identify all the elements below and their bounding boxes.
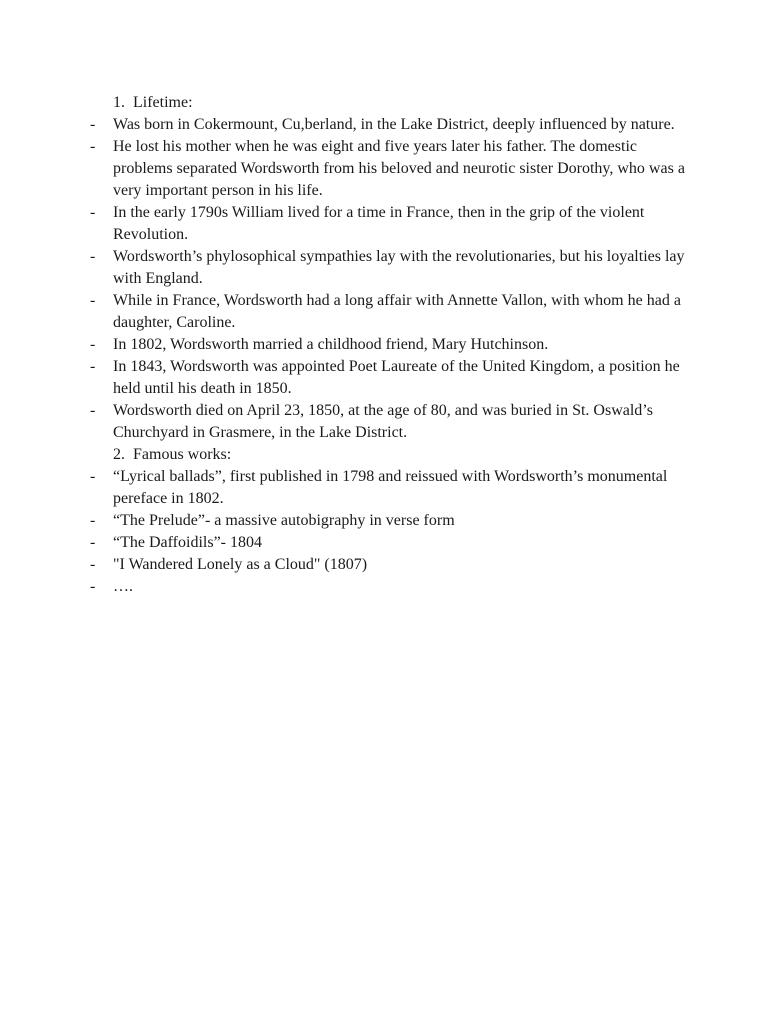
section-heading-famous-works	[88, 444, 688, 466]
bullet-dash: -	[90, 468, 96, 485]
section-heading-lifetime	[88, 92, 688, 114]
list-item-text: ….	[113, 578, 133, 595]
bullet-dash: -	[90, 204, 96, 221]
list-item	[88, 554, 688, 576]
bullet-dash: -	[90, 556, 96, 573]
list-item-text: In the early 1790s William lived for a time in France, then in the grip of the violent Revolution.	[113, 204, 645, 243]
section-number: 2.	[113, 446, 125, 463]
list-item	[88, 356, 688, 400]
list-item	[88, 576, 688, 598]
list-item	[88, 334, 688, 356]
bullet-dash: -	[90, 116, 96, 133]
list-item	[88, 510, 688, 532]
bullet-dash: -	[90, 138, 96, 155]
list-item	[88, 136, 688, 202]
bullet-dash: -	[90, 248, 96, 265]
section-title: Lifetime:	[133, 94, 193, 111]
list-item-text: In 1843, Wordsworth was appointed Poet Laureate of the United Kingdom, a position he held until his death in 1850.	[113, 358, 680, 397]
bullet-dash: -	[90, 358, 96, 375]
list-item-text: “The Prelude”- a massive autobigraphy in verse form	[113, 512, 455, 529]
list-item-text: Wordsworth’s phylosophical sympathies lay with the revolutionaries, but his loyalties lay with England.	[113, 248, 685, 287]
document-body	[88, 92, 688, 598]
list-item	[88, 202, 688, 246]
list-item-text: “Lyrical ballads”, first published in 1798 and reissued with Wordsworth’s monumental pereface in 1802.	[113, 468, 668, 507]
section-title: Famous works:	[133, 446, 232, 463]
list-item-text: Wordsworth died on April 23, 1850, at the age of 80, and was buried in St. Oswald’s Churchyard in Grasmere, in the Lake District.	[113, 402, 653, 441]
bullet-dash: -	[90, 534, 96, 551]
list-item-text: He lost his mother when he was eight and five years later his father. The domestic problems separated Wordsworth from his beloved and neurotic sister Dorothy, who was a very important person in his life.	[113, 138, 685, 199]
list-item-text: While in France, Wordsworth had a long affair with Annette Vallon, with whom he had a daughter, Caroline.	[113, 292, 681, 331]
bullet-dash: -	[90, 292, 96, 309]
bullet-dash: -	[90, 578, 96, 595]
bullet-dash: -	[90, 512, 96, 529]
bullet-dash: -	[90, 336, 96, 353]
list-item	[88, 532, 688, 554]
list-item-text: In 1802, Wordsworth married a childhood friend, Mary Hutchinson.	[113, 336, 549, 353]
list-item-text: "I Wandered Lonely as a Cloud" (1807)	[113, 556, 368, 573]
list-item	[88, 466, 688, 510]
list-item	[88, 114, 688, 136]
bullet-dash: -	[90, 402, 96, 419]
section-number: 1.	[113, 94, 125, 111]
list-item	[88, 400, 688, 444]
list-item	[88, 246, 688, 290]
list-item-text: “The Daffoidils”- 1804	[113, 534, 262, 551]
list-item-text: Was born in Cokermount, Cu,berland, in the Lake District, deeply influenced by nature.	[113, 116, 675, 133]
list-item	[88, 290, 688, 334]
